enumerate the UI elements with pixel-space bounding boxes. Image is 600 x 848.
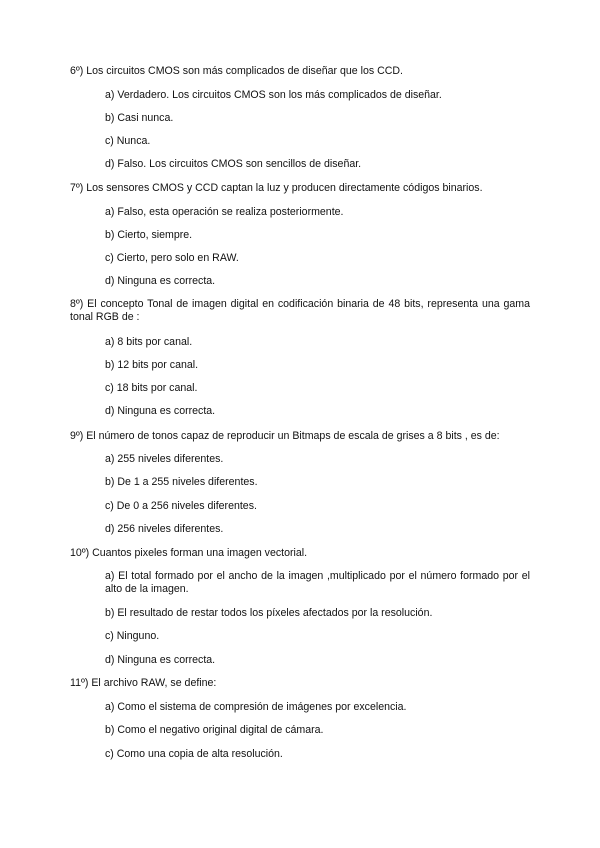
- question-9: 9º) El número de tonos capaz de reproducir un Bitmaps de escala de grises a 8 bits , es de:: [70, 430, 500, 442]
- question-11-option-b: b) Como el negativo original digital de cámara.: [105, 724, 324, 736]
- question-8-option-d: d) Ninguna es correcta.: [105, 405, 216, 417]
- question-10-option-d: d) Ninguna es correcta.: [105, 654, 216, 666]
- question-6-option-a: a) Verdadero. Los circuitos CMOS son los más complicados de diseñar.: [105, 89, 442, 101]
- question-10-option-b: b) El resultado de restar todos los píxeles afectados por la resolución.: [105, 607, 433, 619]
- question-6-option-d: d) Falso. Los circuitos CMOS son sencillos de diseñar.: [105, 158, 362, 170]
- question-9-option-a: a) 255 niveles diferentes.: [105, 453, 224, 465]
- question-8: 8º) El concepto Tonal de imagen digital en codificación binaria de 48 bits, representa una gama tonal RGB de :: [70, 298, 530, 323]
- question-9-option-c: c) De 0 a 256 niveles diferentes.: [105, 500, 257, 512]
- question-6-option-b: b) Casi nunca.: [105, 112, 174, 124]
- question-10: 10º) Cuantos pixeles forman una imagen vectorial.: [70, 547, 308, 559]
- question-11-option-a: a) Como el sistema de compresión de imágenes por excelencia.: [105, 701, 407, 713]
- question-6-option-c: c) Nunca.: [105, 135, 151, 147]
- question-7-option-a: a) Falso, esta operación se realiza posteriormente.: [105, 206, 344, 218]
- question-10-option-c: c) Ninguno.: [105, 630, 160, 642]
- question-7-option-b: b) Cierto, siempre.: [105, 229, 193, 241]
- question-11: 11º) El archivo RAW, se define:: [70, 677, 217, 689]
- question-7-option-d: d) Ninguna es correcta.: [105, 275, 216, 287]
- question-8-option-b: b) 12 bits por canal.: [105, 359, 199, 371]
- question-7-option-c: c) Cierto, pero solo en RAW.: [105, 252, 239, 264]
- question-9-option-d: d) 256 niveles diferentes.: [105, 523, 224, 535]
- question-6: 6º) Los circuitos CMOS son más complicados de diseñar que los CCD.: [70, 65, 403, 77]
- question-11-option-c: c) Como una copia de alta resolución.: [105, 748, 283, 760]
- question-8-option-c: c) 18 bits por canal.: [105, 382, 198, 394]
- question-8-option-a: a) 8 bits por canal.: [105, 336, 193, 348]
- question-10-option-a: a) El total formado por el ancho de la imagen ,multiplicado por el número formado por el alto de la imagen.: [105, 570, 530, 595]
- question-9-option-b: b) De 1 a 255 niveles diferentes.: [105, 476, 258, 488]
- question-7: 7º) Los sensores CMOS y CCD captan la luz y producen directamente códigos binarios.: [70, 182, 483, 194]
